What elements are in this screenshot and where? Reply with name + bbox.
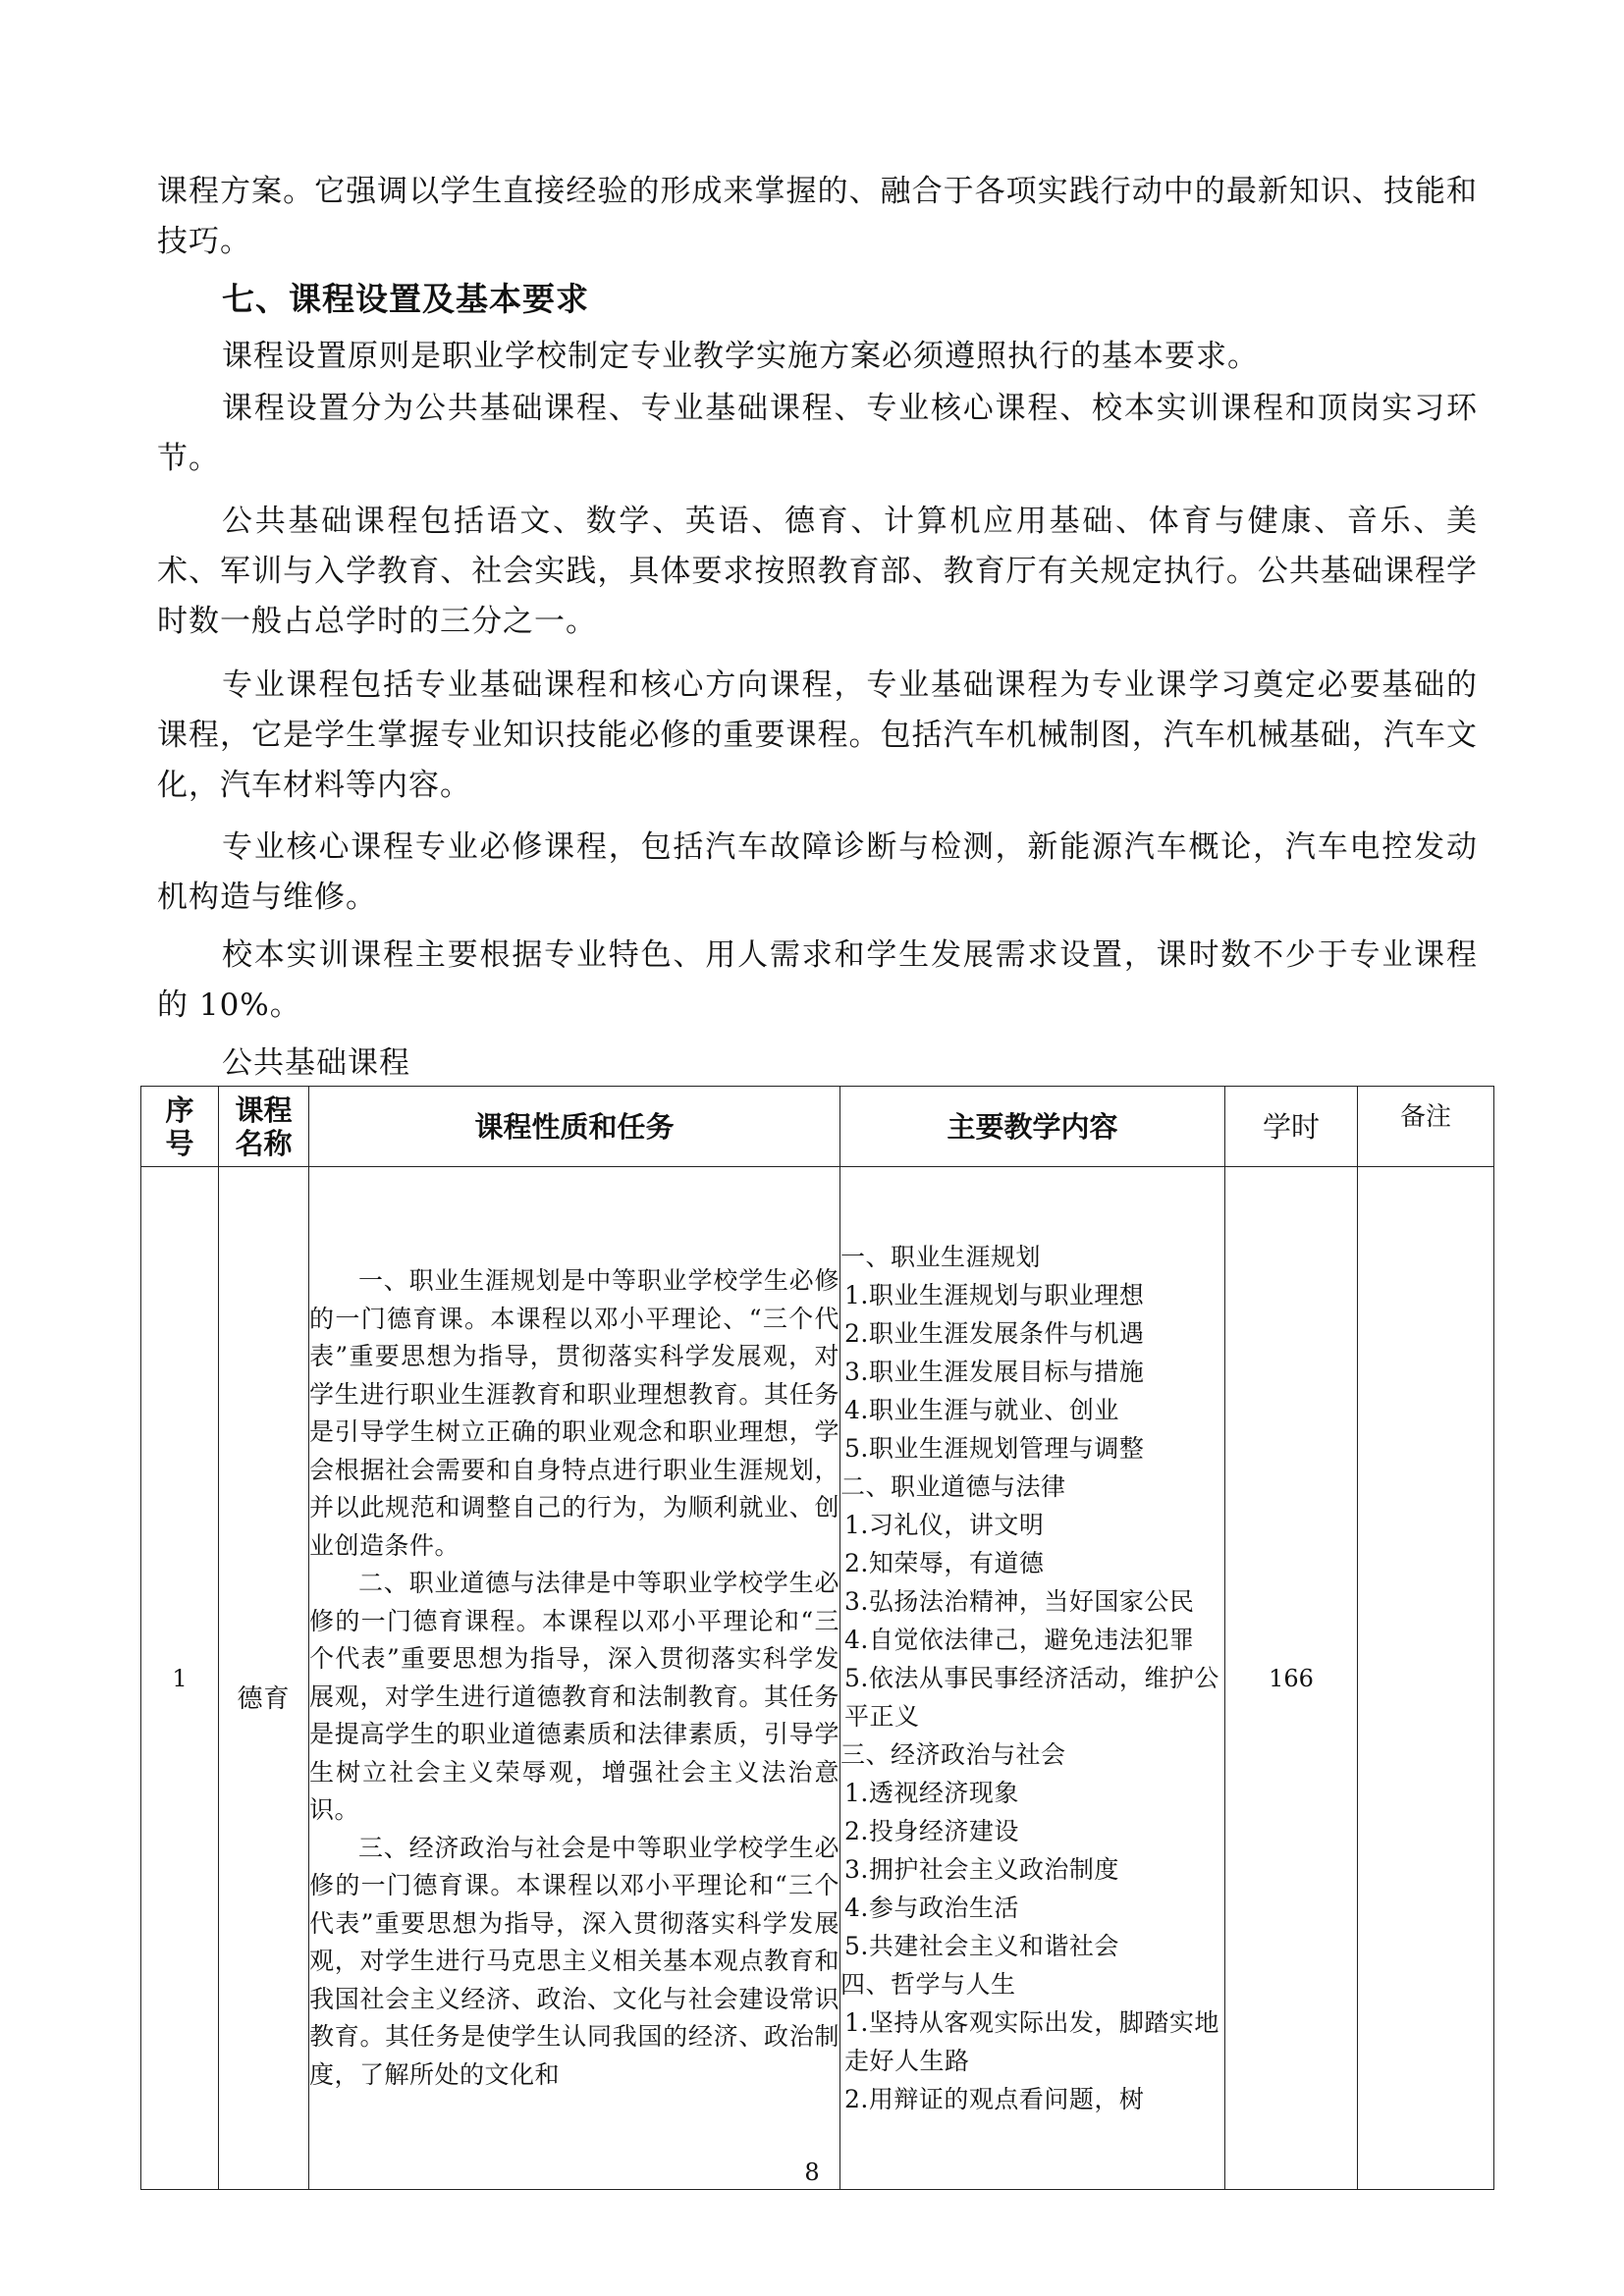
course-table xyxy=(140,1086,1494,2190)
nature-paragraph: 二、职业道德与法律是中等职业学校学生必修的一门德育课程。本课程以邓小平理论和“三个代表”重要思想为指导，深入贯彻落实科学发展观，对学生进行道德教育和法制教育。其任务是提高学生的职业道德素质和法律素质，引导学生树立社会主义荣辱观，增强社会主义法治意识。 xyxy=(309,1569,839,1824)
header-seq: 序号 xyxy=(141,1087,219,1167)
header-remark: 备注 xyxy=(1358,1087,1494,1167)
content-item: 5.依法从事民事经济活动，维护公平正义 xyxy=(844,1664,1219,1731)
header-nature: 课程性质和任务 xyxy=(309,1087,840,1167)
cell-seq: 1 xyxy=(141,1167,219,2190)
section-heading: 七、课程设置及基本要求 xyxy=(222,280,589,318)
paragraph-public-courses: 公共基础课程包括语文、数学、英语、德育、计算机应用基础、体育与健康、音乐、美术、军训与入学教育、社会实践，具体要求按照教育部、教育厅有关规定执行。公共基础课程学时数一般占总学时的三分之一。 xyxy=(157,504,1478,639)
nature-paragraph: 三、经济政治与社会是中等职业学校学生必修的一门德育课。本课程以邓小平理论和“三个代表”重要思想为指导，深入贯彻落实科学发展观，对学生进行马克思主义相关基本观点教育和我国社会主义经济、政治、文化与社会建设常识教育。其任务是使学生认同我国的经济、政治制度，了解所处的文化和 xyxy=(309,1833,839,2089)
cell-name: 德育 xyxy=(219,1167,309,2190)
cell-remark xyxy=(1358,1167,1494,2190)
content-item: 1.职业生涯规划与职业理想 xyxy=(844,1281,1145,1309)
header-content: 主要教学内容 xyxy=(840,1087,1225,1167)
content-item: 2.知荣辱，有道德 xyxy=(844,1549,1045,1577)
content-item: 2.投身经济建设 xyxy=(844,1817,1019,1845)
content-item: 2.用辩证的观点看问题，树 xyxy=(844,2085,1145,2113)
cell-nature xyxy=(309,1167,840,2190)
content-item: 5.职业生涯规划管理与调整 xyxy=(844,1434,1145,1463)
content-item: 四、哲学与人生 xyxy=(840,1970,1016,1999)
table-header-row xyxy=(141,1087,1494,1167)
header-name: 课程名称 xyxy=(219,1087,309,1167)
content-item: 1.坚持从客观实际出发，脚踏实地走好人生路 xyxy=(844,2008,1219,2075)
content-item: 3.弘扬法治精神，当好国家公民 xyxy=(844,1587,1195,1616)
content-item: 1.透视经济现象 xyxy=(844,1779,1019,1807)
nature-paragraph: 一、职业生涯规划是中等职业学校学生必修的一门德育课。本课程以邓小平理论、“三个代表”重要思想为指导，贯彻落实科学发展观，对学生进行职业生涯教育和职业理想教育。其任务是引导学生树立正确的职业观念和职业理想，学会根据社会需要和自身特点进行职业生涯规划，并以此规范和调整自己的行为，为顺利就业、创业创造条件。 xyxy=(309,1266,839,1560)
content-item: 一、职业生涯规划 xyxy=(840,1243,1042,1271)
paragraph-core-courses: 专业核心课程专业必修课程，包括汽车故障诊断与检测，新能源汽车概论，汽车电控发动机构造与维修。 xyxy=(157,829,1478,915)
paragraph-principle: 课程设置原则是职业学校制定专业教学实施方案必须遵照执行的基本要求。 xyxy=(222,339,1259,374)
paragraph-continuation: 课程方案。它强调以学生直接经验的形成来掌握的、融合于各项实践行动中的最新知识、技能和技巧。 xyxy=(157,174,1478,259)
header-hours: 学时 xyxy=(1225,1087,1358,1167)
content-item: 2.职业生涯发展条件与机遇 xyxy=(844,1319,1145,1348)
content-item: 3.拥护社会主义政治制度 xyxy=(844,1855,1119,1884)
content-item: 三、经济政治与社会 xyxy=(840,1740,1066,1769)
table-row xyxy=(141,1167,1494,2190)
paragraph-school-training: 校本实训课程主要根据专业特色、用人需求和学生发展需求设置，课时数不少于专业课程的 10%。 xyxy=(157,937,1478,1023)
content-item: 4.参与政治生活 xyxy=(844,1894,1019,1922)
cell-hours: 166 xyxy=(1225,1167,1358,2190)
cell-content xyxy=(840,1167,1225,2190)
content-item: 3.职业生涯发展目标与措施 xyxy=(844,1358,1145,1386)
content-item: 4.职业生涯与就业、创业 xyxy=(844,1396,1119,1424)
content-item: 4.自觉依法律己，避免违法犯罪 xyxy=(844,1626,1195,1654)
paragraph-professional-courses: 专业课程包括专业基础课程和核心方向课程，专业基础课程为专业课学习奠定必要基础的课程，它是学生掌握专业知识技能必修的重要课程。包括汽车机械制图，汽车机械基础，汽车文化，汽车材料等内容。 xyxy=(157,667,1478,803)
table-caption: 公共基础课程 xyxy=(222,1045,410,1081)
page-number: 8 xyxy=(804,2159,820,2186)
paragraph-course-types: 课程设置分为公共基础课程、专业基础课程、专业核心课程、校本实训课程和顶岗实习环节。 xyxy=(157,391,1478,476)
content-item: 5.共建社会主义和谐社会 xyxy=(844,1932,1119,1960)
content-item: 1.习礼仪，讲文明 xyxy=(844,1511,1045,1539)
content-item: 二、职业道德与法律 xyxy=(840,1472,1066,1501)
